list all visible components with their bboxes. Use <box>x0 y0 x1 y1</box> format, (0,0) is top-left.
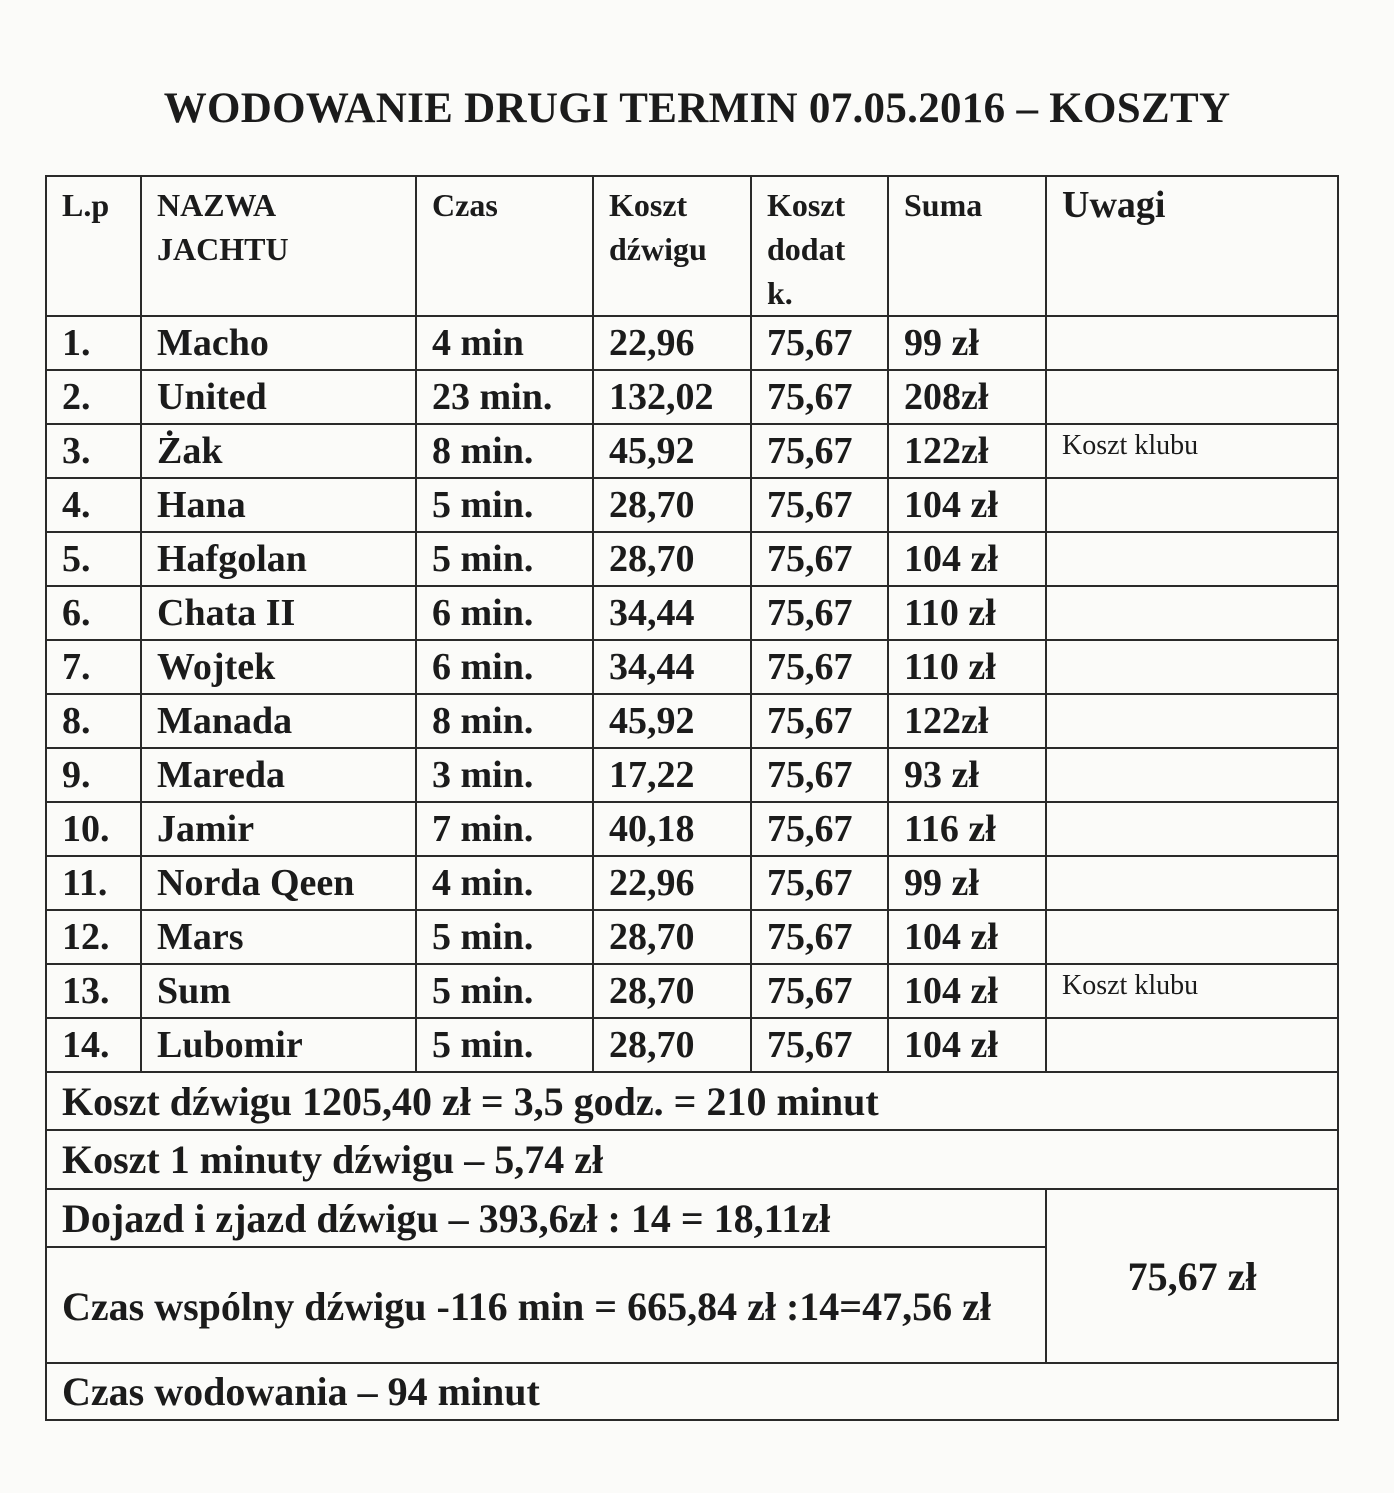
shared-time-text: Czas wspólny dźwigu -116 min = 665,84 zł :14=47,56 zł <box>46 1247 1046 1363</box>
cell-yacht-name: Macho <box>141 316 416 370</box>
cell-time: 3 min. <box>416 748 593 802</box>
cell-crane-cost: 28,70 <box>593 910 751 964</box>
header-yacht-name: NAZWA JACHTU <box>141 176 416 316</box>
cell-sum: 104 zł <box>888 910 1046 964</box>
cell-crane-cost: 34,44 <box>593 586 751 640</box>
cell-note <box>1046 802 1338 856</box>
transport-text: Dojazd i zjazd dźwigu – 393,6zł : 14 = 18,11zł <box>46 1189 1046 1247</box>
cell-lp: 7. <box>46 640 141 694</box>
cell-crane-cost: 28,70 <box>593 1018 751 1072</box>
cell-yacht-name: Norda Qeen <box>141 856 416 910</box>
cell-crane-cost: 22,96 <box>593 856 751 910</box>
cell-lp: 5. <box>46 532 141 586</box>
table-row <box>46 586 1338 640</box>
cell-yacht-name: Hafgolan <box>141 532 416 586</box>
cell-sum: 104 zł <box>888 1018 1046 1072</box>
cell-yacht-name: Mars <box>141 910 416 964</box>
cell-crane-cost: 34,44 <box>593 640 751 694</box>
cell-note <box>1046 640 1338 694</box>
extra-cost-total: 75,67 zł <box>1046 1189 1338 1363</box>
cell-sum: 110 zł <box>888 586 1046 640</box>
cell-crane-cost: 45,92 <box>593 424 751 478</box>
summary-row-crane-total <box>46 1072 1338 1130</box>
crane-total-text: Koszt dźwigu 1205,40 zł = 3,5 godz. = 210 minut <box>46 1072 1338 1130</box>
cell-time: 5 min. <box>416 964 593 1018</box>
cell-crane-cost: 17,22 <box>593 748 751 802</box>
cell-note <box>1046 316 1338 370</box>
cell-yacht-name: Żak <box>141 424 416 478</box>
header-notes: Uwagi <box>1046 176 1338 316</box>
summary-row-transport <box>46 1189 1338 1247</box>
cell-extra-cost: 75,67 <box>751 694 888 748</box>
cell-sum: 104 zł <box>888 964 1046 1018</box>
cell-time: 8 min. <box>416 424 593 478</box>
cell-note <box>1046 1018 1338 1072</box>
crane-per-minute-text: Koszt 1 minuty dźwigu – 5,74 zł <box>46 1130 1338 1189</box>
cell-extra-cost: 75,67 <box>751 640 888 694</box>
cell-extra-cost: 75,67 <box>751 532 888 586</box>
table-row <box>46 316 1338 370</box>
cell-extra-cost: 75,67 <box>751 586 888 640</box>
cell-note <box>1046 586 1338 640</box>
cell-yacht-name: Mareda <box>141 748 416 802</box>
cell-sum: 122zł <box>888 424 1046 478</box>
table-row <box>46 370 1338 424</box>
table-row <box>46 964 1338 1018</box>
table-row <box>46 748 1338 802</box>
cell-crane-cost: 22,96 <box>593 316 751 370</box>
cell-extra-cost: 75,67 <box>751 964 888 1018</box>
cell-sum: 99 zł <box>888 316 1046 370</box>
cell-lp: 3. <box>46 424 141 478</box>
cell-crane-cost: 40,18 <box>593 802 751 856</box>
table-row <box>46 478 1338 532</box>
cell-time: 5 min. <box>416 532 593 586</box>
cell-lp: 10. <box>46 802 141 856</box>
cell-note <box>1046 478 1338 532</box>
cell-extra-cost: 75,67 <box>751 424 888 478</box>
cell-extra-cost: 75,67 <box>751 316 888 370</box>
cell-yacht-name: Chata II <box>141 586 416 640</box>
cell-note: Koszt klubu <box>1046 964 1338 1018</box>
cell-lp: 4. <box>46 478 141 532</box>
cell-yacht-name: Sum <box>141 964 416 1018</box>
cell-yacht-name: Manada <box>141 694 416 748</box>
summary-row-launch-time <box>46 1363 1338 1420</box>
cell-yacht-name: Wojtek <box>141 640 416 694</box>
table-row <box>46 802 1338 856</box>
cell-extra-cost: 75,67 <box>751 478 888 532</box>
header-crane-cost: Koszt dźwigu <box>593 176 751 316</box>
cell-yacht-name: Lubomir <box>141 1018 416 1072</box>
cell-note <box>1046 748 1338 802</box>
table-row <box>46 424 1338 478</box>
cell-sum: 208zł <box>888 370 1046 424</box>
cell-sum: 116 zł <box>888 802 1046 856</box>
cell-crane-cost: 28,70 <box>593 964 751 1018</box>
cell-time: 5 min. <box>416 478 593 532</box>
cell-note: Koszt klubu <box>1046 424 1338 478</box>
cell-time: 6 min. <box>416 640 593 694</box>
cell-time: 8 min. <box>416 694 593 748</box>
cell-extra-cost: 75,67 <box>751 748 888 802</box>
cell-yacht-name: United <box>141 370 416 424</box>
cell-note <box>1046 910 1338 964</box>
cell-sum: 99 zł <box>888 856 1046 910</box>
cell-crane-cost: 45,92 <box>593 694 751 748</box>
cell-time: 7 min. <box>416 802 593 856</box>
cell-note <box>1046 694 1338 748</box>
cell-time: 5 min. <box>416 1018 593 1072</box>
cell-crane-cost: 28,70 <box>593 478 751 532</box>
cell-lp: 13. <box>46 964 141 1018</box>
cell-lp: 8. <box>46 694 141 748</box>
cell-time: 4 min <box>416 316 593 370</box>
table-row <box>46 694 1338 748</box>
cell-sum: 93 zł <box>888 748 1046 802</box>
table-row <box>46 910 1338 964</box>
cell-extra-cost: 75,67 <box>751 856 888 910</box>
cell-lp: 11. <box>46 856 141 910</box>
cell-lp: 6. <box>46 586 141 640</box>
header-extra-cost: Koszt dodat k. <box>751 176 888 316</box>
header-time: Czas <box>416 176 593 316</box>
cell-sum: 104 zł <box>888 478 1046 532</box>
cell-note <box>1046 856 1338 910</box>
cell-lp: 9. <box>46 748 141 802</box>
cell-crane-cost: 132,02 <box>593 370 751 424</box>
cell-time: 5 min. <box>416 910 593 964</box>
cost-table <box>45 175 1339 1421</box>
header-sum: Suma <box>888 176 1046 316</box>
cell-extra-cost: 75,67 <box>751 370 888 424</box>
header-lp: L.p <box>46 176 141 316</box>
cell-sum: 122zł <box>888 694 1046 748</box>
cell-extra-cost: 75,67 <box>751 1018 888 1072</box>
document-title: WODOWANIE DRUGI TERMIN 07.05.2016 – KOSZTY <box>163 85 1231 132</box>
cell-yacht-name: Hana <box>141 478 416 532</box>
cell-lp: 12. <box>46 910 141 964</box>
cell-note <box>1046 532 1338 586</box>
cell-lp: 2. <box>46 370 141 424</box>
cell-time: 4 min. <box>416 856 593 910</box>
cell-lp: 1. <box>46 316 141 370</box>
cell-crane-cost: 28,70 <box>593 532 751 586</box>
cell-yacht-name: Jamir <box>141 802 416 856</box>
cell-sum: 110 zł <box>888 640 1046 694</box>
launch-time-text: Czas wodowania – 94 minut <box>46 1363 1338 1420</box>
cell-extra-cost: 75,67 <box>751 802 888 856</box>
cell-sum: 104 zł <box>888 532 1046 586</box>
cell-time: 6 min. <box>416 586 593 640</box>
cell-extra-cost: 75,67 <box>751 910 888 964</box>
table-row <box>46 640 1338 694</box>
summary-row-crane-per-minute <box>46 1130 1338 1189</box>
cell-note <box>1046 370 1338 424</box>
cell-time: 23 min. <box>416 370 593 424</box>
table-row <box>46 856 1338 910</box>
cell-lp: 14. <box>46 1018 141 1072</box>
header-row <box>46 176 1338 316</box>
table-row <box>46 532 1338 586</box>
table-row <box>46 1018 1338 1072</box>
